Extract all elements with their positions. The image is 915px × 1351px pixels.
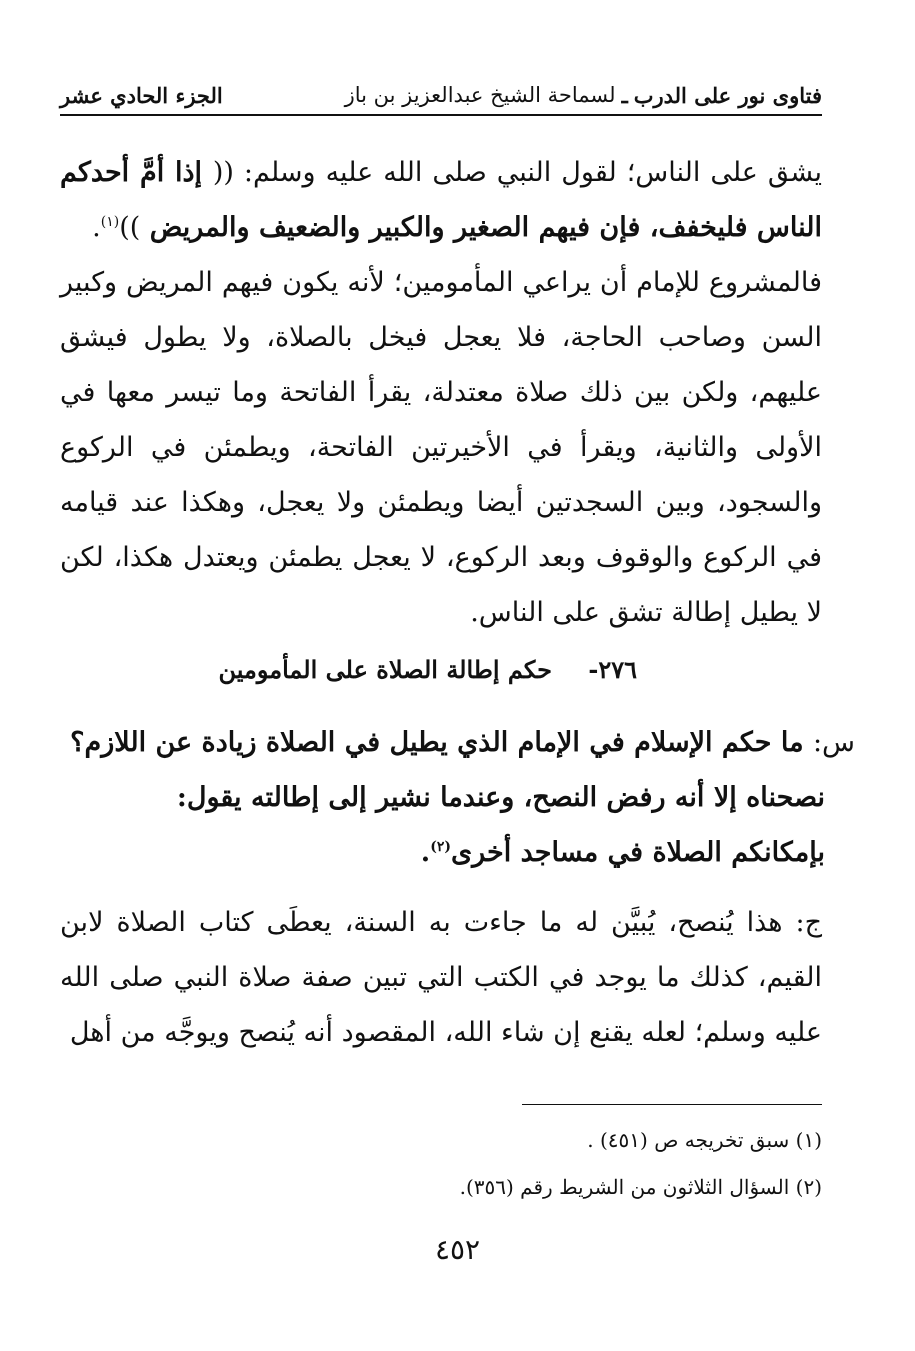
paragraph-1 [60,145,822,255]
question-end: . [420,837,431,868]
hadith-quote: إذا أمَّ أحدكم الناس فليخفف، فإن فيهم الصغير والكبير والضعيف والمريض [60,157,822,243]
page-number: ٤٥٢ [434,1233,481,1266]
running-header [60,80,822,116]
paragraph-2: فالمشروع للإمام أن يراعي المأمومين؛ لأنه يكون فيهم المريض وكبير السن وصاحب الحاجة، فلا يعجل فيخل بالصلاة، ولا يطول فيشق عليهم، ولكن بين ذلك صلاة معتدلة، يقرأ الفاتحة وما تيسر معها في الأولى والثانية، ويقرأ في الأخيرتين الفاتحة، ويطمئن في الركوع والسجود، وبين السجدتين أيضا ويطمئن ولا يعجل، وهكذا عند قيامه في الركوع والوقوف وبعد الركوع، لا يعجل يطمئن ويعتدل هكذا، لكن لا يطيل إطالة تشق على الناس. [60,267,822,628]
question-text-2: نصحناه إلا أنه رفض النصح، وعندما نشير إلى إطالته يقول: [176,782,825,813]
book-series-title: فتاوى نور على الدرب [633,82,822,108]
book-author: لسماحة الشيخ عبدالعزيز بن باز [344,83,616,107]
paragraph-1-intro: يشق على الناس؛ لقول النبي صلى الله عليه وسلم: (( [212,157,822,188]
question-number: ٢٧٦- [588,655,637,684]
header-title-group [345,83,822,108]
footnote-1: (١) سبق تخريجه ص (٤٥١) . [587,1128,822,1152]
answer-text: ج: هذا يُنصح، يُبيَّن له ما جاءت به السنة، يعطَى كتاب الصلاة لابن القيم، كذلك ما يوجد في الكتب التي تبين صفة صلاة النبي صلى الله عليه وسلم؛ لعله يقنع إن شاء الله، المقصود أنه يُنصح ويوجَّه من أهل [60,907,822,1048]
paragraph-1-end: . [92,212,101,243]
footnote-ref-2[interactable]: (٢) [430,839,451,855]
footnote-ref-1[interactable]: (١) [100,214,120,230]
quote-close: )) [119,212,141,243]
volume-label: الجزء الحادي عشر [60,82,223,108]
body-text [60,145,822,640]
question-text-1: ما حكم الإسلام في الإمام الذي يطيل في الصلاة زيادة عن اللازم؟ [70,727,813,758]
question-line-3 [58,825,855,880]
footnote-divider [522,1104,822,1105]
question-prefix: س: [812,727,855,758]
footnote-2: (٢) السؤال الثلاثون من الشريط رقم (٣٥٦). [459,1175,822,1199]
question-heading [218,655,637,684]
header-separator: ـ [621,82,628,108]
question-line-1 [58,715,855,770]
question-title: حكم إطالة الصلاة على المأمومين [218,655,552,684]
question-text-3: بإمكانكم الصلاة في مساجد أخرى [450,837,825,868]
question-block [58,715,855,880]
